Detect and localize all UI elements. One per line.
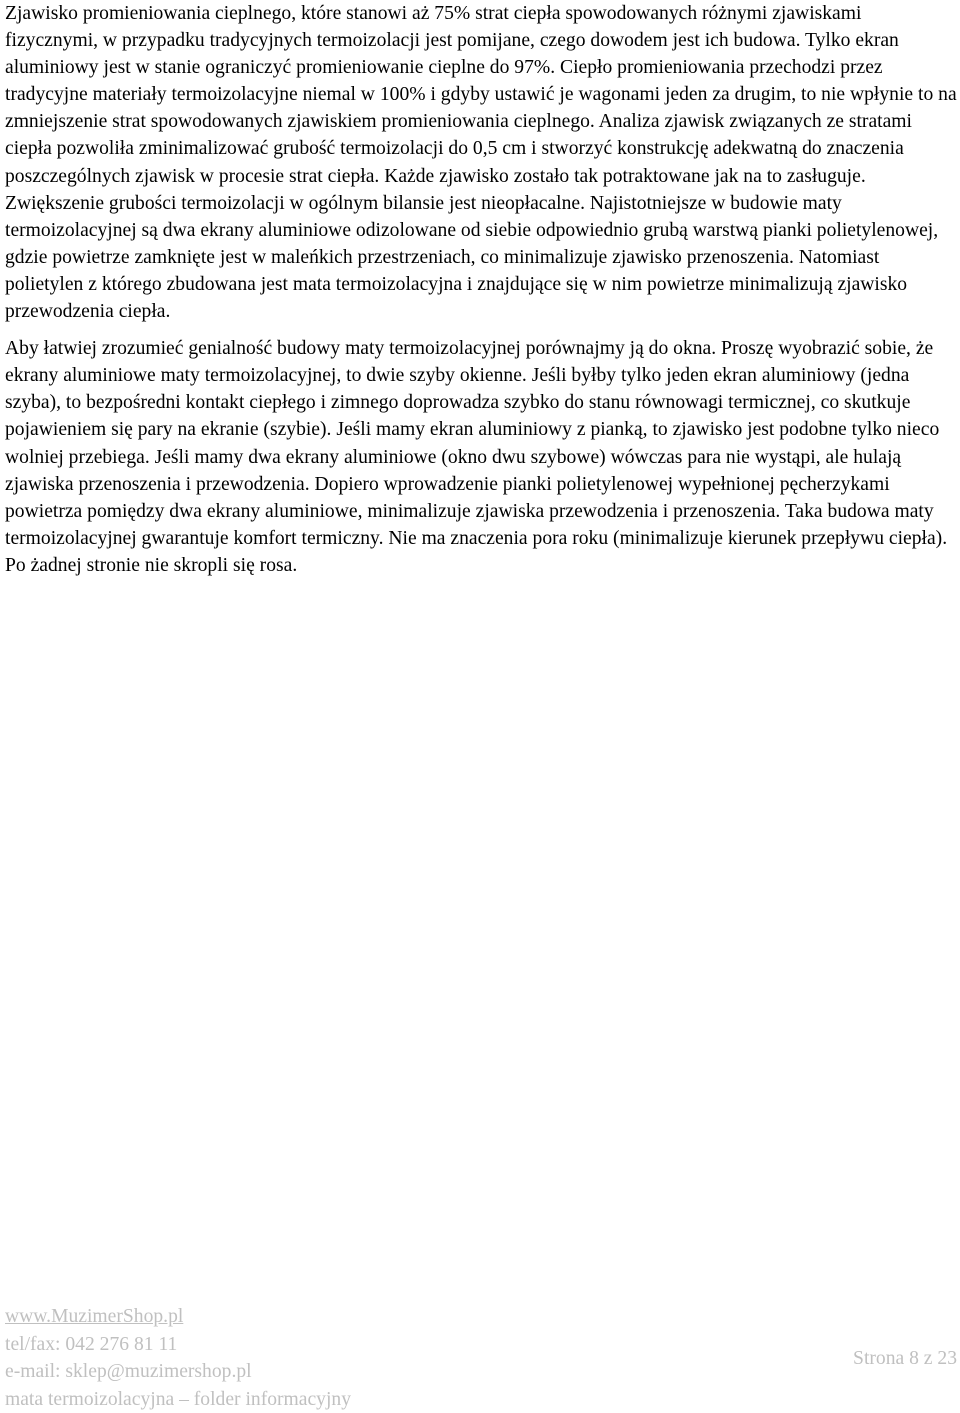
footer-email: e-mail: sklep@muzimershop.pl: [5, 1361, 252, 1383]
page-footer: [5, 1303, 957, 1413]
document-body: [5, 0, 957, 579]
page-number: Strona 8 z 23: [853, 1348, 957, 1369]
footer-subtitle: mata termoizolacyjna – folder informacyjny: [5, 1388, 352, 1410]
footer-phone: tel/fax: 042 276 81 11: [5, 1333, 178, 1355]
footer-website-link[interactable]: www.MuzimerShop.pl: [5, 1306, 184, 1327]
paragraph-heat-radiation: Zjawisko promieniowania cieplnego, które stanowi aż 75% strat ciepła spowodowanych różnymi zjawiskami fizycznymi, w przypadku tradycyjnych termoizolacji jest pomijane, czego dowodem jest ich budowa. Tylko ekran aluminiowy jest w stanie ograniczyć promieniowanie cieplne do 97%. Ciepło promieniowania przechodzi przez tradycyjne materiały termoizolacyjne niemal w 100% i gdyby ustawić je wagonami jeden za drugim, to nie wpłynie to na zmniejszenie strat spowodowanych zjawiskiem promieniowania cieplnego. Analiza zjawisk związanych ze stratami ciepła pozwoliła zminimalizować grubość termoizolacji do 0,5 cm i stworzyć konstrukcję adekwatną do znaczenia poszczególnych zjawisk w procesie strat ciepła. Każde zjawisko zostało tak potraktowane jak na to zasługuje. Zwiększenie grubości termoizolacji w ogólnym bilansie jest nieopłacalne. Najistotniejsze w budowie maty termoizolacyjnej są dwa ekrany aluminiowe odizolowane od siebie odpowiednio grubą warstwą pianki polietylenowej, gdzie powietrze zamknięte jest w maleńkich przestrzeniach, co minimalizuje zjawisko przenoszenia. Natomiast polietylen z którego zbudowana jest mata termoizolacyjna i znajdujące się w nim powietrze minimalizują zjawisko przewodzenia ciepła.: [5, 3, 957, 323]
paragraph-window-comparison: Aby łatwiej zrozumieć genialność budowy maty termoizolacyjnej porównajmy ją do okna. Proszę wyobrazić sobie, że ekrany aluminiowe maty termoizolacyjnej, to dwie szyby okienne. Jeśli byłby tylko jeden ekran aluminiowy (jedna szyba), to bezpośredni kontakt ciepłego i zimnego doprowadza szybko do stanu równowagi termicznej, co skutkuje pojawieniem się pary na ekranie (szybie). Jeśli mamy ekran aluminiowy z pianką, to zjawisko jest podobne tylko nieco wolniej przebiega. Jeśli mamy dwa ekrany aluminiowe (okno dwu szybowe) wówczas para nie wystąpi, ale hulają zjawiska przenoszenia i przewodzenia. Dopiero wprowadzenie pianki polietylenowej wypełnionej pęcherzykami powietrza pomiędzy dwa ekrany aluminiowe, minimalizuje zjawiska przewodzenia i przenoszenia. Taka budowa maty termoizolacyjnej gwarantuje komfort termiczny. Nie ma znaczenia pora roku (minimalizuje kierunek przepływu ciepła). Po żadnej stronie nie skropli się rosa.: [5, 338, 948, 576]
